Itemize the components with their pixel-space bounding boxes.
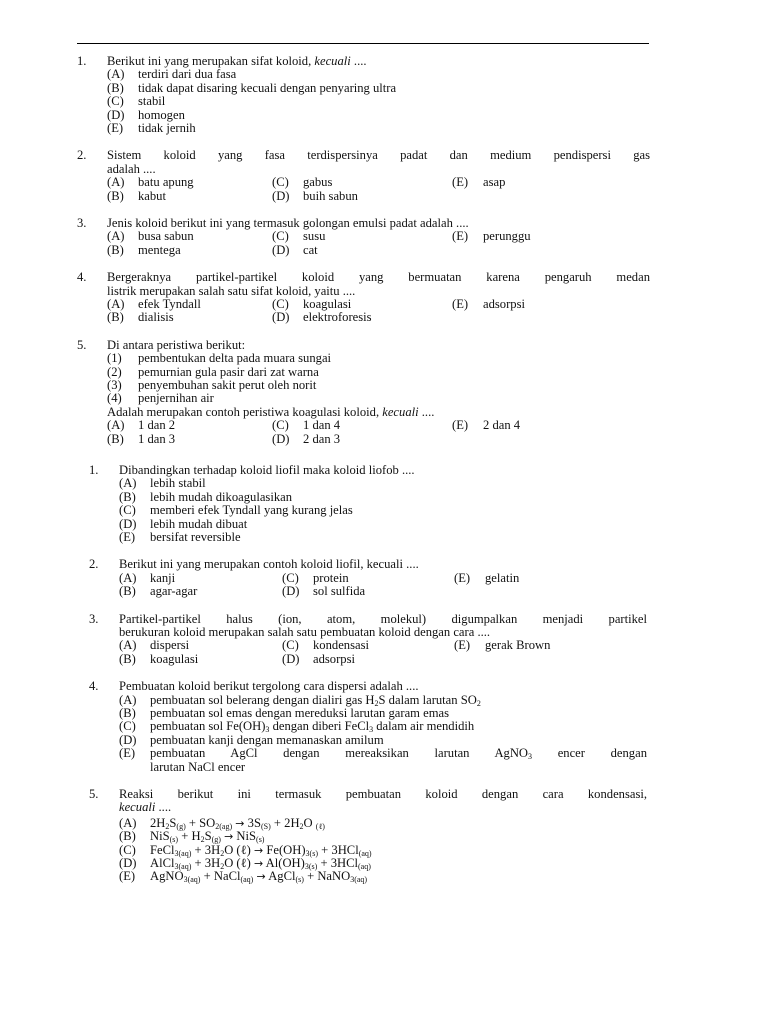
option-d[interactable]: (D) adsorpsi [282, 651, 355, 666]
options-row-1 [107, 419, 650, 432]
part1 [77, 55, 650, 446]
options-row-2 [107, 244, 650, 257]
arrow-icon: → [256, 870, 266, 884]
options-row-2 [107, 433, 650, 446]
option-c[interactable]: (C) gabus [272, 175, 333, 190]
option-e[interactable]: (E) pembuatan AgCl dengan mereaksikan larutan AgNO$_3$ encer dengan larutan NaCl encer [119, 746, 647, 774]
reaction-d[interactable]: (D) AlCl$_{3(aq)}$ + $3H_2O$ (ℓ) → $Al(OH)_{3(s)} + 3HCl_{(aq)}$ [119, 855, 371, 871]
question-stem-line-1: Bergeraknya partikel-partikel koloid yang bermuatan karena pengaruh medan [107, 270, 650, 285]
arrow-icon: → [235, 816, 245, 830]
part2 [89, 464, 647, 884]
option-e-line-2: larutan NaCl encer [150, 759, 246, 774]
option-b[interactable]: (B) tidak dapat disaring kecuali dengan penyaring ultra [107, 80, 397, 95]
options-row-1 [107, 176, 650, 189]
option-a[interactable]: (A) busa sabun [107, 229, 194, 244]
option-a[interactable]: (A) terdiri dari dua fasa [107, 67, 237, 82]
option-b[interactable]: (B) koagulasi [119, 651, 199, 666]
option-e[interactable]: (E) 2 dan 4 [452, 418, 521, 433]
question-stem: Di antara peristiwa berikut: [107, 337, 246, 352]
emphasis-kecuali: kecuali [314, 54, 351, 68]
options-row-1 [107, 298, 650, 311]
option-b[interactable]: (B) agar-agar [119, 584, 198, 599]
arrow-icon: → [224, 830, 234, 844]
options-row-1 [119, 572, 647, 585]
options-row-2 [107, 311, 650, 324]
reaction-c[interactable]: (C) FeCl$_{3(aq)}$ + $3H_2O$ (ℓ) → $Fe(OH)_{3(s)} + 3HCl_{(aq)}$ [119, 842, 372, 858]
question-1 [89, 464, 647, 544]
question-3 [77, 217, 650, 257]
question-5 [89, 788, 647, 884]
event-2: (2) pemurnian gula pasir dari zat warna [107, 364, 319, 379]
question-stem-line-1: Partikel-partikel halus (ion, atom, molekul) digumpalkan menjadi partikel [119, 611, 647, 626]
emphasis-kecuali: kecuali [382, 404, 419, 419]
option-d[interactable]: (D) elektroforesis [272, 310, 372, 325]
option-e[interactable]: (E) asap [452, 175, 506, 190]
question-stem: Jenis koloid berikut ini yang termasuk golongan emulsi padat adalah .... [107, 215, 469, 230]
option-c[interactable]: (C) stabil [107, 94, 166, 109]
option-b[interactable]: (B) dialisis [107, 310, 174, 325]
option-b[interactable]: (B) mentega [107, 242, 181, 257]
question-stem: Pembuatan koloid berikut tergolong cara dispersi adalah .... [119, 679, 419, 694]
question-number: 3. [89, 611, 99, 626]
event-3: (3) penyembuhan sakit perut oleh norit [107, 377, 317, 392]
options-row-2 [107, 190, 650, 203]
option-d[interactable]: (D) homogen [107, 107, 185, 122]
options-row-1 [119, 639, 647, 652]
question-stem: Dibandingkan terhadap koloid liofil maka koloid liofob .... [119, 463, 415, 477]
option-d[interactable]: (D) sol sulfida [282, 584, 366, 599]
option-a[interactable]: (A) dispersi [119, 638, 190, 653]
question-number: 2. [77, 148, 87, 163]
question-stem-line-1: Sistem koloid yang fasa terdispersinya padat dan medium pendispersi gas [107, 148, 650, 163]
question-stem: Berikut ini yang merupakan sifat koloid, kecuali .... [107, 54, 367, 68]
question-2 [89, 558, 647, 598]
question-stem: Berikut ini yang merupakan contoh koloid liofil, kecuali .... [119, 557, 419, 572]
reaction-a[interactable]: (A) $2H_2S_{(g)} + SO_{2(ag)} \to 3S_{(S)} + 2H_2O$ $_{(\ell)}$ [119, 815, 325, 831]
reaction-b[interactable]: (B) $NiS_{(s)} + H_2S_{(g)} \to NiS_{(s)}$ [119, 829, 265, 845]
option-e[interactable]: (E) gelatin [454, 570, 520, 585]
reaction-e[interactable]: (E) AgNO$_{3(aq)}$ + NaCl$_{(aq)}$ → AgCl$_{(s)}$ + NaNO$_{3(aq)}$ [119, 869, 368, 885]
option-c[interactable]: (C) pembuatan sol $Fe(OH)_3$ dengan diberi FeCl$_3$ dalam air mendidih [119, 719, 475, 735]
event-1: (1) pembentukan delta pada muara sungai [107, 351, 332, 366]
question-4 [77, 271, 650, 325]
options-row-1 [107, 230, 650, 243]
question-3 [89, 613, 647, 667]
option-b[interactable]: (B) 1 dan 3 [107, 431, 176, 446]
options-row-2 [119, 585, 647, 598]
question-number: 5. [89, 786, 99, 801]
option-b[interactable]: (B) lebih mudah dikoagulasikan [119, 489, 292, 504]
question-stem-line-2: adalah .... [107, 161, 156, 176]
option-d[interactable]: (D) buih sabun [272, 188, 358, 203]
option-c[interactable]: (C) susu [272, 229, 326, 244]
option-a[interactable]: (A) 1 dan 2 [107, 418, 176, 433]
options-row-2 [119, 653, 647, 666]
question-number: 5. [77, 337, 87, 352]
arrow-icon: → [254, 843, 264, 857]
question-number: 4. [77, 270, 87, 285]
option-c[interactable]: (C) 1 dan 4 [272, 418, 341, 433]
event-4: (4) penjernihan air [107, 391, 214, 406]
question-5 [77, 339, 650, 446]
option-d[interactable]: (D) cat [272, 242, 318, 257]
question-number: 3. [77, 215, 87, 230]
question-stem-line-1: Reaksi berikut ini termasuk pembuatan koloid dengan cara kondensasi, [119, 786, 647, 801]
option-a[interactable]: (A) pembuatan sol belerang dengan dialiri gas $H_2S$ dalam larutan $SO_2$ [119, 692, 481, 708]
option-e[interactable]: (E) bersifat reversible [119, 529, 241, 544]
arrow-icon: → [254, 856, 264, 870]
option-a[interactable]: (A) batu apung [107, 175, 194, 190]
option-c[interactable]: (C) koagulasi [272, 296, 352, 311]
option-d[interactable]: (D) 2 dan 3 [272, 431, 341, 446]
question-4 [89, 680, 647, 774]
question-number: 1. [89, 463, 99, 477]
option-e-line-1: pembuatan AgCl dengan mereaksikan larutan AgNO$_3$ encer dengan [150, 746, 647, 762]
option-e[interactable]: (E) gerak Brown [454, 638, 551, 653]
question-number: 1. [77, 54, 87, 68]
question-number: 4. [89, 679, 99, 694]
option-c[interactable]: (C) kondensasi [282, 638, 369, 653]
question-stem-line-2: kecuali .... [119, 800, 172, 815]
option-c[interactable]: (C) protein [282, 570, 349, 585]
top-rule [77, 43, 649, 44]
option-b[interactable]: (B) pembuatan sol emas dengan mereduksi larutan garam emas [119, 705, 449, 720]
option-d[interactable]: (D) lebih mudah dibuat [119, 516, 248, 531]
question-1 [77, 55, 650, 135]
emphasis-kecuali: kecuali [119, 800, 156, 815]
option-e[interactable]: (E) tidak jernih [107, 120, 196, 135]
question-number: 2. [89, 557, 99, 572]
option-e[interactable]: (E) perunggu [452, 229, 531, 244]
question-stem-line-2: listrik merupakan salah satu sifat koloid, yaitu .... [107, 283, 356, 298]
question-2 [77, 149, 650, 203]
option-e[interactable]: (E) adsorpsi [452, 296, 525, 311]
question-stem-line-2: berukuran koloid merupakan salah satu pembuatan koloid dengan cara .... [119, 624, 491, 639]
option-a[interactable]: (A) lebih stabil [119, 476, 206, 491]
question-stem-2: Adalah merupakan contoh peristiwa koagulasi koloid, kecuali .... [107, 404, 435, 419]
option-b[interactable]: (B) kabut [107, 188, 166, 203]
option-d[interactable]: (D) pembuatan kanji dengan memanaskan amilum [119, 732, 384, 747]
option-a[interactable]: (A) kanji [119, 570, 176, 585]
option-a[interactable]: (A) efek Tyndall [107, 296, 201, 311]
option-c[interactable]: (C) memberi efek Tyndall yang kurang jelas [119, 503, 353, 518]
